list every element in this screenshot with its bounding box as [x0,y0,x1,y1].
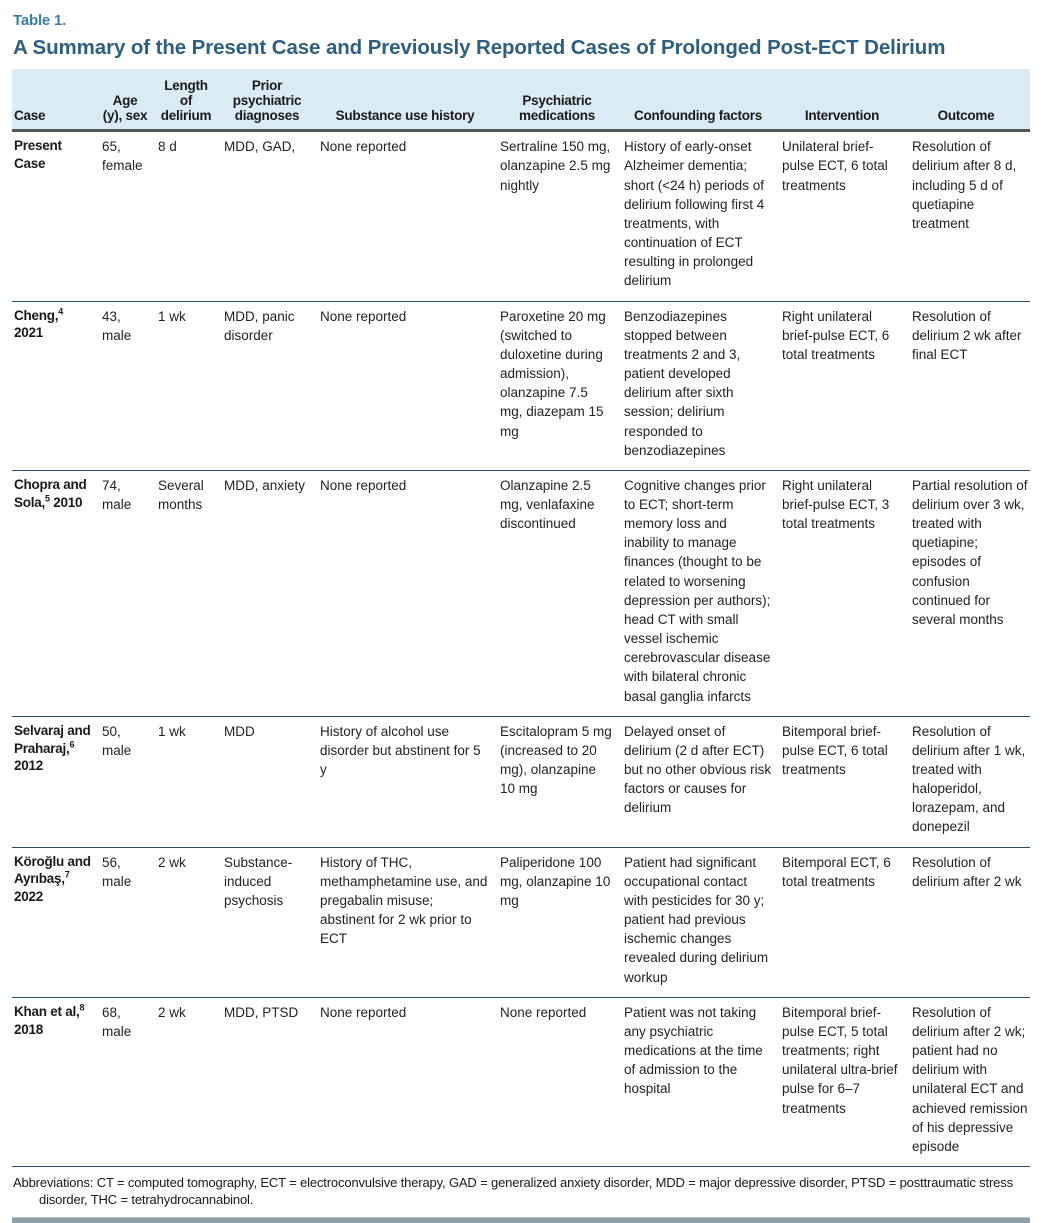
cell-length-of-delirium: 2 wk [158,847,224,997]
cell-age-sex: 43, male [102,301,158,470]
cell-substance-use: None reported [320,470,500,716]
cell-psychiatric-medications: Paliperidone 100 mg, olanzapine 10 mg [500,847,624,997]
cell-length-of-delirium: 2 wk [158,997,224,1166]
case-name: Chopra and Sola, [14,476,87,510]
reference-superscript: 8 [79,1002,85,1013]
cell-psychiatric-medications: Sertraline 150 mg, olanzapine 2.5 mg nightly [500,131,624,301]
cell-age-sex: 56, male [102,847,158,997]
case-name: Present Case [14,138,62,172]
cell-confounding-factors: History of early-onset Alzheimer dementia; short (<24 h) periods of delirium following first 4 treatments, with continuation of ECT resulting in prolonged delirium [624,131,782,301]
cell-psychiatric-medications: Olanzapine 2.5 mg, venlafaxine discontinued [500,470,624,716]
column-header-age-sex: Age (y), sex [102,69,158,131]
cell-case [12,847,102,997]
table-row [12,847,1030,997]
cell-prior-diagnoses: MDD, GAD, [224,131,320,301]
abbreviations-footnote: Abbreviations: CT = computed tomography, ECT = electroconvulsive therapy, GAD = generalized anxiety disorder, MDD = major depressive disorder, PTSD = posttraumatic stress disorder, THC = tetrahydrocannabinol. [13,1174,1013,1207]
cell-intervention: Bitemporal ECT, 6 total treatments [782,847,912,997]
header-row [12,69,1030,131]
case-name: Khan et al, [14,1003,80,1019]
cell-prior-diagnoses: MDD [224,716,320,847]
case-year: 2021 [14,325,44,341]
cell-case [12,301,102,470]
table-row [12,301,1030,470]
cell-intervention: Right unilateral brief-pulse ECT, 3 total treatments [782,470,912,716]
case-year: 2022 [14,889,44,905]
cell-case [12,716,102,847]
cell-prior-diagnoses: MDD, panic disorder [224,301,320,470]
cell-confounding-factors: Cognitive changes prior to ECT; short-term memory loss and inability to manage finances (thought to be related to worsening depression per authors); head CT with small vessel ischemic cerebrovascular disease with bilateral chronic basal ganglia infarcts [624,470,782,716]
cell-intervention: Unilateral brief-pulse ECT, 6 total treatments [782,131,912,301]
reference-superscript: 7 [64,869,70,880]
table-row [12,470,1030,716]
cell-outcome: Resolution of delirium after 2 wk [912,847,1030,997]
cell-substance-use: None reported [320,997,500,1166]
column-header-intervention: Intervention [782,69,912,131]
cell-intervention: Right unilateral brief-pulse ECT, 6 total treatments [782,301,912,470]
cell-confounding-factors: Patient had significant occupational contact with pesticides for 30 y; patient had previous ischemic changes revealed during delirium workup [624,847,782,997]
cell-length-of-delirium: Several months [158,470,224,716]
cell-outcome: Resolution of delirium 2 wk after final ECT [912,301,1030,470]
reference-superscript: 6 [69,739,75,750]
column-header-case: Case [12,69,102,131]
column-header-psychiatric-medications: Psychiatric medications [500,69,624,131]
cell-psychiatric-medications: Paroxetine 20 mg (switched to duloxetine during admission), olanzapine 7.5 mg, diazepam 15 mg [500,301,624,470]
column-header-substance-use-history: Substance use history [320,69,500,131]
cell-age-sex: 50, male [102,716,158,847]
table-row [12,131,1030,301]
table-header [12,69,1030,131]
case-name: Köroğlu and Ayrıbaş, [14,853,91,887]
cell-outcome: Partial resolution of delirium over 3 wk, treated with quetiapine; episodes of confusion continued for several months [912,470,1030,716]
cell-substance-use: History of alcohol use disorder but abstinent for 5 y [320,716,500,847]
cell-outcome: Resolution of delirium after 2 wk; patient had no delirium with unilateral ECT and achieved remission of his depressive episode [912,997,1030,1166]
cell-prior-diagnoses: MDD, anxiety [224,470,320,716]
cell-case [12,470,102,716]
page-title: A Summary of the Present Case and Previously Reported Cases of Prolonged Post-ECT Delirium [13,36,946,59]
cell-confounding-factors: Delayed onset of delirium (2 d after ECT) but no other obvious risk factors or causes for delirium [624,716,782,847]
cell-outcome: Resolution of delirium after 8 d, including 5 d of quetiapine treatment [912,131,1030,301]
cell-substance-use: None reported [320,301,500,470]
table-label: Table 1. [13,12,67,29]
reference-superscript: 4 [58,306,64,317]
column-header-prior-psychiatric-diagnoses: Prior psychiatric diagnoses [224,69,320,131]
column-header-outcome: Outcome [912,69,1030,131]
cell-intervention: Bitemporal brief-pulse ECT, 6 total treatments [782,716,912,847]
case-name: Cheng, [14,307,59,323]
case-year: 2012 [14,758,44,774]
cell-prior-diagnoses: Substance-induced psychosis [224,847,320,997]
table-body [12,131,1030,1167]
bottom-divider-bar [12,1217,1030,1223]
cell-age-sex: 65, female [102,131,158,301]
cell-confounding-factors: Benzodiazepines stopped between treatments 2 and 3, patient developed delirium after sixth session; delirium responded to benzodiazepines [624,301,782,470]
cell-length-of-delirium: 1 wk [158,301,224,470]
cell-confounding-factors: Patient was not taking any psychiatric medications at the time of admission to the hospital [624,997,782,1166]
table-row [12,716,1030,847]
cell-prior-diagnoses: MDD, PTSD [224,997,320,1166]
case-summary-table [12,69,1030,1167]
cell-substance-use: None reported [320,131,500,301]
cell-age-sex: 74, male [102,470,158,716]
cell-case [12,131,102,301]
cell-outcome: Resolution of delirium after 1 wk, treated with haloperidol, lorazepam, and donepezil [912,716,1030,847]
cell-psychiatric-medications: Escitalopram 5 mg (increased to 20 mg), olanzapine 10 mg [500,716,624,847]
cell-length-of-delirium: 1 wk [158,716,224,847]
column-header-confounding-factors: Confounding factors [624,69,782,131]
table-row [12,997,1030,1166]
cell-length-of-delirium: 8 d [158,131,224,301]
cell-psychiatric-medications: None reported [500,997,624,1166]
cell-intervention: Bitemporal brief-pulse ECT, 5 total treatments; right unilateral ultra-brief pulse for 6–7 treatments [782,997,912,1166]
cell-age-sex: 68, male [102,997,158,1166]
cell-case [12,997,102,1166]
cell-substance-use: History of THC, methamphetamine use, and pregabalin misuse; abstinent for 2 wk prior to ECT [320,847,500,997]
column-header-length-of-delirium: Length of delirium [158,69,224,131]
reference-superscript: 5 [45,493,50,504]
case-year: 2010 [49,494,83,510]
case-year: 2018 [14,1021,44,1037]
case-name: Selvaraj and Praharaj, [14,722,91,756]
